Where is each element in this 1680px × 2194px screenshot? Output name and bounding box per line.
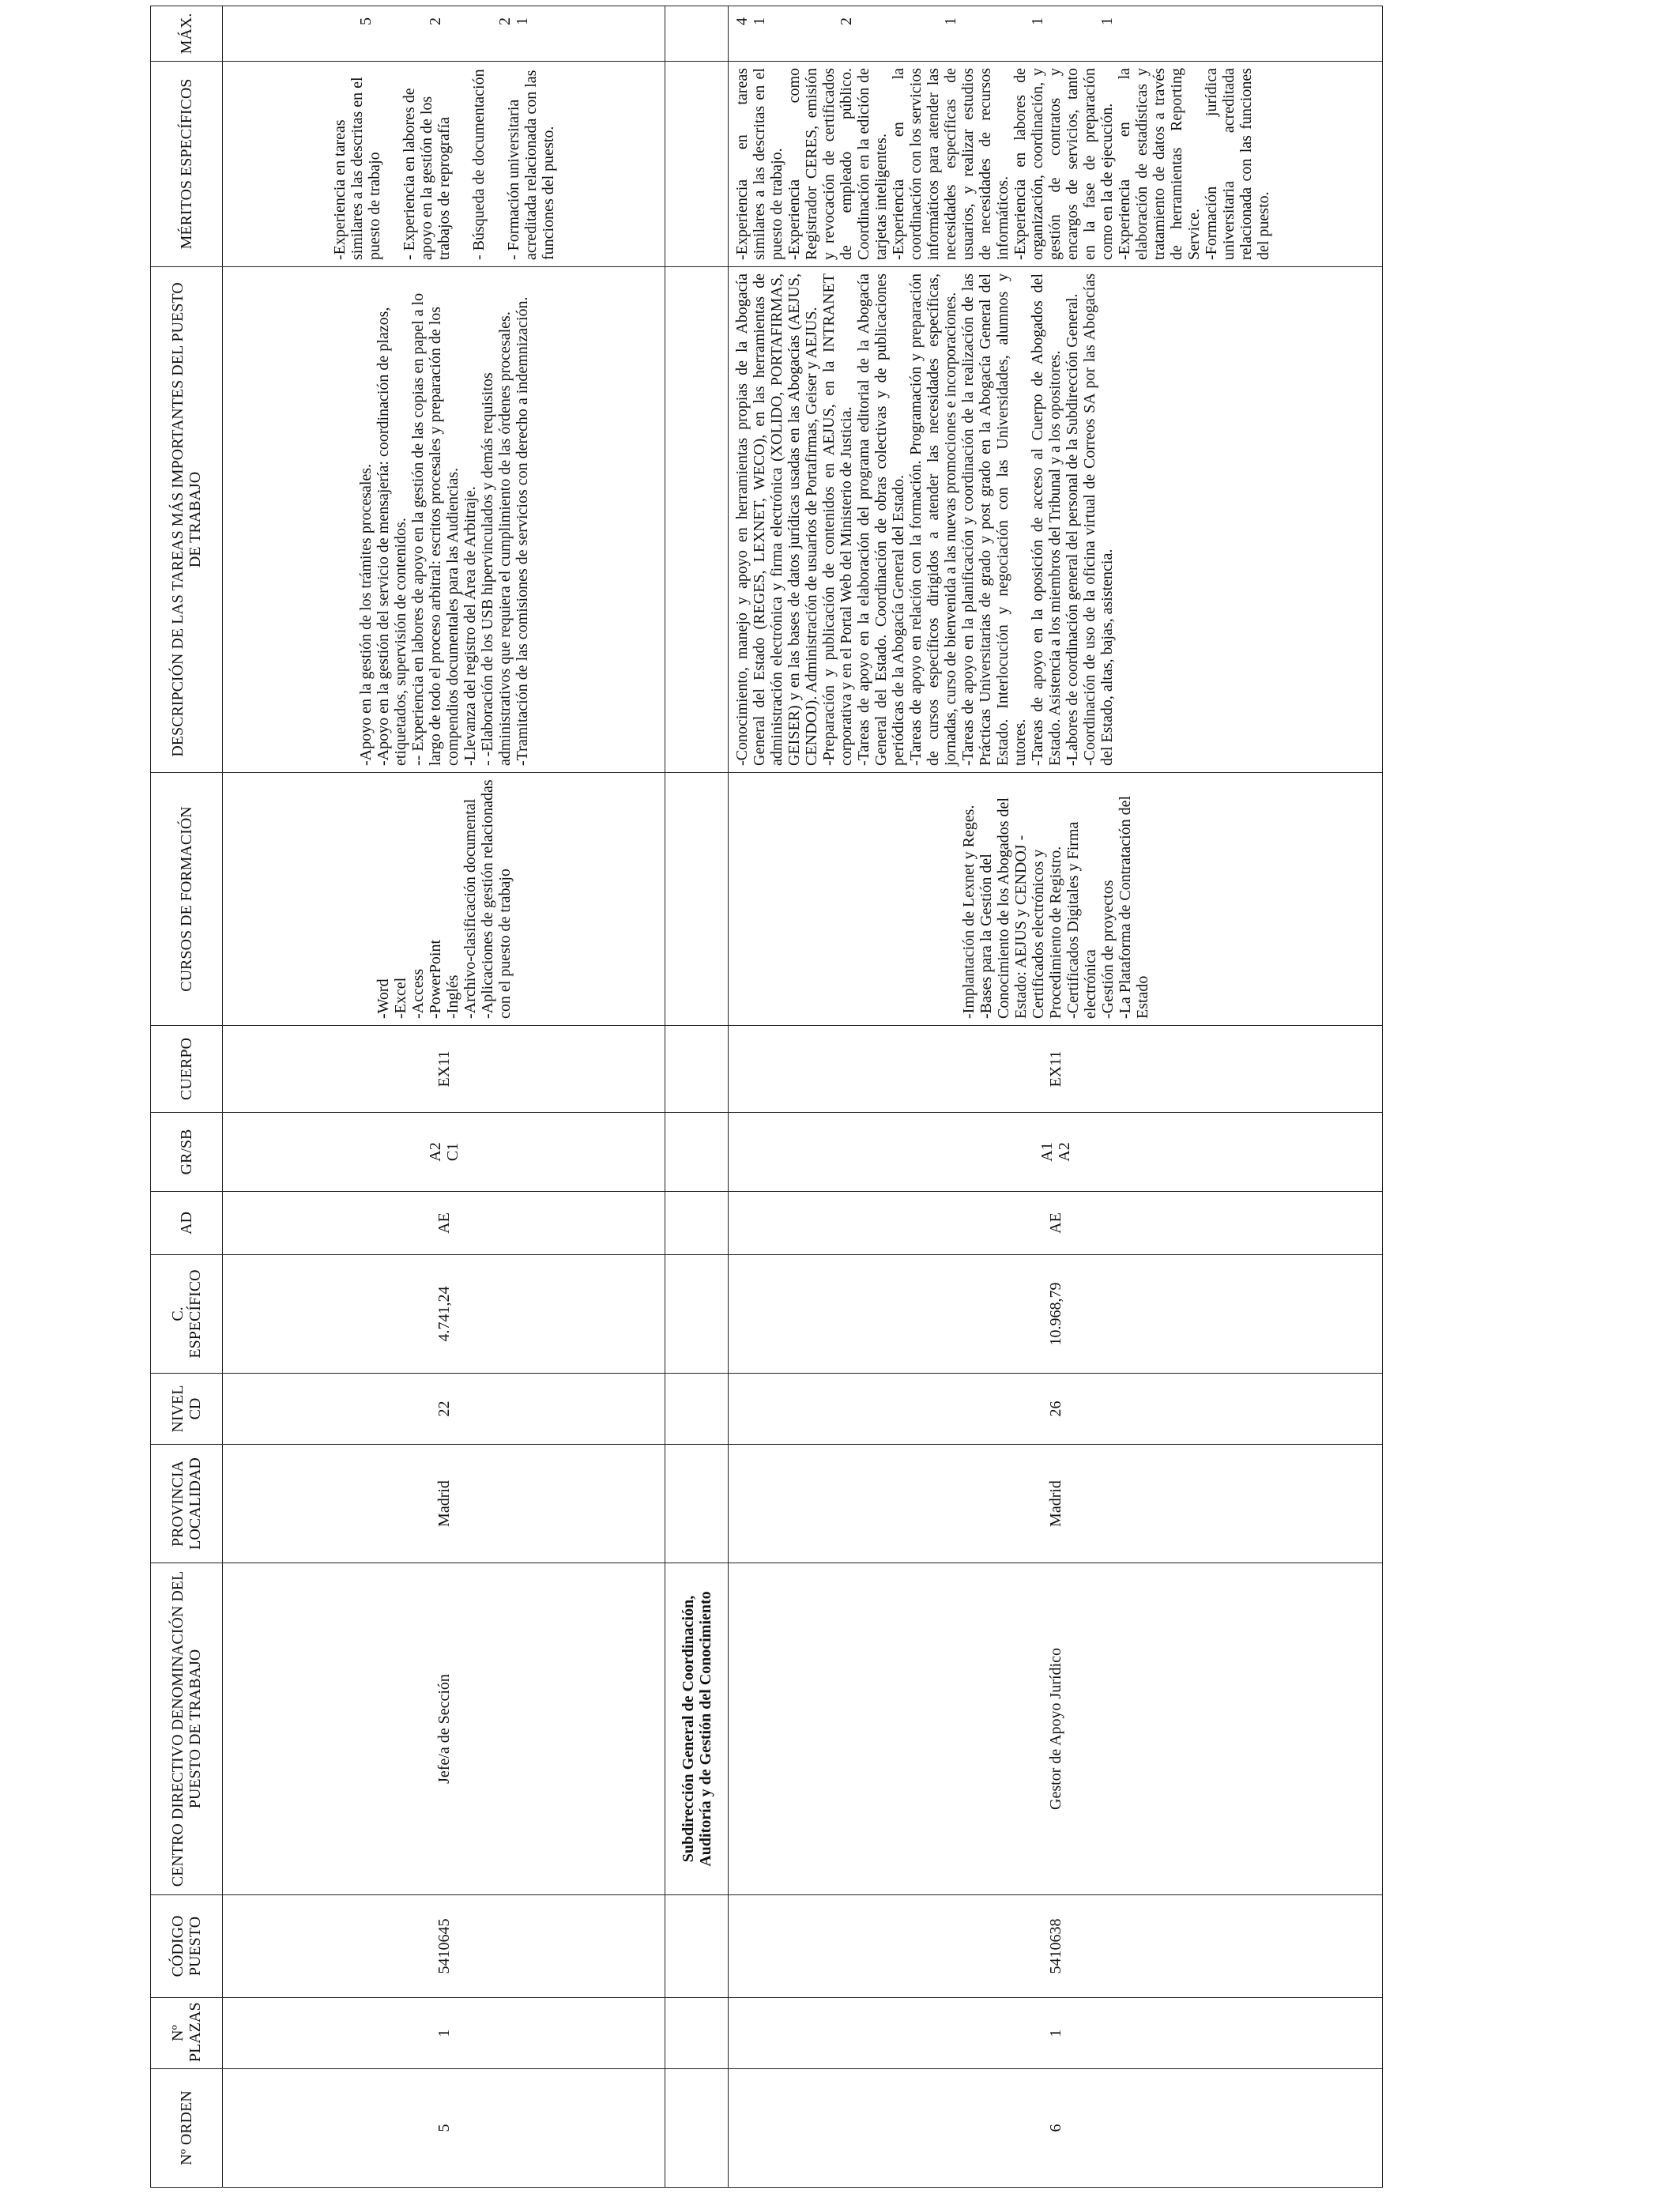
cell-especifico: 4.741,24 (223, 1255, 665, 1374)
job-positions-table (150, 6, 1383, 2188)
section-row (665, 6, 729, 2188)
header-especifico: C. ESPECÍFICO (151, 1255, 223, 1374)
cell-provincia: Madrid (223, 1445, 665, 1563)
header-plazas: Nº PLAZAS (151, 1998, 223, 2069)
header-codigo: CÓDIGO PUESTO (151, 1895, 223, 1998)
cell-descripcion: -Apoyo en la gestión de los trámites procesales. -Apoyo en la gestión del servicio de mensajería: coordinación de plazos, etiquetados, supervisión de contenidos. -- Experiencia en labores de apoyo en la gestión de las copias en papel a lo largo de todo el proceso arbitral: escritos procesales y preparación de los compendios documentales para las Audiencias. -Llevanza del registro del Área de Arbitraje. - -Elaboración de los USB hipervinculados y demás requisitos administrativos que requiera el cumplimiento de las órdenes procesales. -Tramitación de las comisiones de servicios con derecho a indemnización. (223, 267, 665, 773)
table-row (223, 6, 665, 2188)
cell-puesto: Jefe/a de Sección (223, 1563, 665, 1895)
cell-especifico: 10.968,79 (729, 1255, 1383, 1374)
header-meritos: MÉRITOS ESPECÍFICOS (151, 62, 223, 267)
cell-plazas: 1 (729, 1998, 1383, 2069)
cell-puesto: Gestor de Apoyo Jurídico (729, 1563, 1383, 1895)
header-descripcion: DESCRIPCIÓN DE LAS TAREAS MÁS IMPORTANTES DEL PUESTO DE TRABAJO (151, 267, 223, 773)
cell-orden: 5 (223, 2069, 665, 2188)
cell-orden: 6 (729, 2069, 1383, 2188)
cell-max: 5 2 2 1 (223, 6, 665, 62)
header-centro: CENTRO DIRECTIVO DENOMINACIÓN DEL PUESTO DE TRABAJO (151, 1563, 223, 1895)
cell-codigo: 5410638 (729, 1895, 1383, 1998)
cell-descripcion: -Conocimiento, manejo y apoyo en herramientas propias de la Abogacía General del Estado (REGES, LEXNET, WECO), en las herramientas de administración electrónica y firma electrónica (XOLIDO, PORTAFIRMAS, GEISER) y en las bases de datos jurídicas usadas en las Abogacías (AEJUS, CENDOJ). Administración de usuarios de Portafirmas, Geiser y AEJUS. -Preparación y publicación de contenidos en AEJUS, en la INTRANET corporativa y en el Portal Web del Ministerio de Justicia. -Tareas de apoyo en la elaboración del programa editorial de la Abogacía General del Estado. Coordinación de obras colectivas y de publicaciones periódicas de la Abogacía General del Estado. -Tareas de apoyo en relación con la formación. Programación y preparación de cursos específicos dirigidos a atender las necesidades específicas, jornadas, curso de bienvenida a las nuevas promociones e incorporaciones. -Tareas de apoyo en la planificación y coordinación de la realización de las Prácticas Universitarias de grado y post grado en la Abogacía General del Estado. Interlocución y negociación con las Universidades, alumnos y tutores. -Tareas de apoyo en la oposición de acceso al Cuerpo de Abogados del Estado. Asistencia a los miembros del Tribunal y a los opositores. -Labores de coordinación general del personal de la Subdirección General. -Coordinación de uso de la oficina virtual de Correos SA por las Abogacías del Estado, altas, bajas, asistencia. (729, 267, 1383, 773)
cell-cursos: -Word -Excel -Access -PowerPoint -Inglés -Archivo-clasificación documental -Aplicaciones de gestión relacionadas con el puesto de trabajo (223, 773, 665, 1026)
cell-meritos: -Experiencia en tareas similares a las descritas en el puesto de trabajo. -Experiencia como Registrador CERES, emisión y revocación de certificados de empleado público. Coordinación en la edición de tarjetas inteligentes. -Experiencia en la coordinación con los servicios informáticos para atender las necesidades específicas de usuarios, y realizar estudios de necesidades de recursos informáticos. -Experiencia en labores de organización, coordinación, y gestión de contratos y encargos de servicios, tanto en la fase de preparación como en la de ejecución. -Experiencia en la elaboración de estadísticas y tratamiento de datos a través de herramientas Reporting Service. -Formación jurídica universitaria acreditada relacionada con las funciones del puesto. (729, 62, 1383, 267)
header-cuerpo: CUERPO (151, 1026, 223, 1113)
cell-codigo: 5410645 (223, 1895, 665, 1998)
header-cursos: CURSOS DE FORMACIÓN (151, 773, 223, 1026)
cell-provincia: Madrid (729, 1445, 1383, 1563)
cell-nivel: 22 (223, 1374, 665, 1445)
cell-cuerpo: EX11 (729, 1026, 1383, 1113)
header-provincia: PROVINCIA LOCALIDAD (151, 1445, 223, 1563)
cell-cuerpo: EX11 (223, 1026, 665, 1113)
header-nivel: NIVEL CD (151, 1374, 223, 1445)
header-ad: AD (151, 1192, 223, 1255)
cell-cursos: -Implantación de Lexnet y Reges. -Bases para la Gestión del Conocimiento de los Abogados del Estado: AEJUS y CENDOJ - Certificados electrónicos y Procedimiento de Registro. -Certificados Digitales y Firma electrónica -Gestión de proyectos -La Plataforma de Contratación del Estado (729, 773, 1383, 1026)
cell-plazas: 1 (223, 1998, 665, 2069)
header-max: MÁX. (151, 6, 223, 62)
header-grsb: GR/SB (151, 1113, 223, 1192)
cell-meritos: -Experiencia en tareas similares a las descritas en el puesto de trabajo - Experiencia en labores de apoyo en la gestión de los trabajos de reprografía - Búsqueda de documentación - Formación universitaria acreditada relacionada con las funciones del puesto. (223, 62, 665, 267)
cell-grsb: A2 C1 (223, 1113, 665, 1192)
cell-ad: AE (729, 1192, 1383, 1255)
cell-max: 4 1 2 1 1 1 (729, 6, 1383, 62)
table-row (729, 6, 1383, 2188)
cell-grsb: A1 A2 (729, 1113, 1383, 1192)
header-row (151, 6, 223, 2188)
cell-ad: AE (223, 1192, 665, 1255)
rotated-page (150, 6, 1383, 2188)
section-title: Subdirección General de Coordinación, Auditoría y de Gestión del Conocimiento (665, 1563, 729, 1895)
cell-nivel: 26 (729, 1374, 1383, 1445)
header-orden: Nº ORDEN (151, 2069, 223, 2188)
